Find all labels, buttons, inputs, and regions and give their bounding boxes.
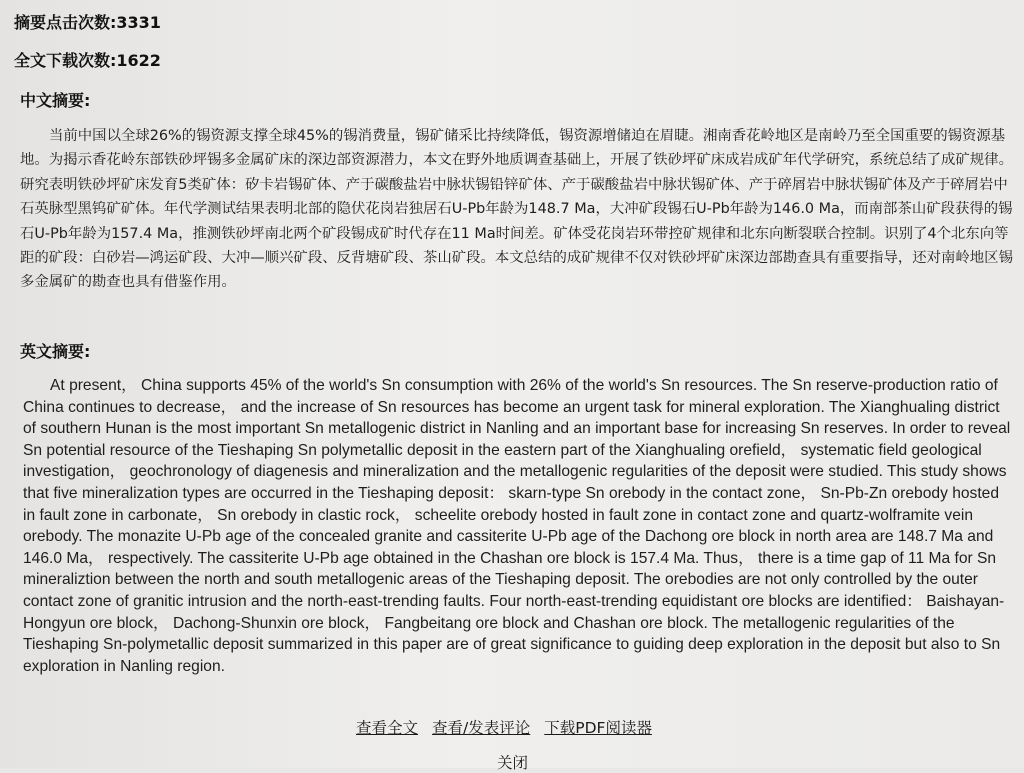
chinese-abstract-text: 当前中国以全球26%的锡资源支撑全球45%的锡消费量，锡矿储采比持续降低，锡资源增储迫在眉睫。湘南香花岭地区是南岭乃至全国重要的锡资源基地。为揭示香花岭东部铁砂坪锡多金属矿床的深边部资源潜力，本文在野外地质调查基础上，开展了铁砂坪矿床成岩成矿年代学研究，系统总结了成矿规律。研究表明铁砂坪矿床发育5类矿体：矽卡岩锡矿体、产于碳酸盐岩中脉状锡铅锌矿体、产于碳酸盐岩中脉状锡矿体、产于碎屑岩中脉状锡矿体及产于碎屑岩中石英脉型黑钨矿矿体。年代学测试结果表明北部的隐伏花岗岩独居石U-Pb年龄为148.7 Ma，大冲矿段锡石U-Pb年龄为146.0 Ma，而南部茶山矿段获得的锡石U-Pb年龄为157.4 Ma，推测铁砂坪南北两个矿段锡成矿时代存在11 Ma时间差。矿体受花岗岩环带控矿规律和北东向断裂联合控制。识别了4个北东向等距的矿段：白砂岩—鸿运矿段、大冲—顺兴矿段、反背塘矿段、茶山矿段。本文总结的成矿规律不仅对铁砂坪矿床深边部勘查具有重要指导，还对南岭地区锡多金属矿的勘查也具有借鉴作用。 [20,128,1013,291]
view-post-comment-link[interactable]: 查看/发表评论 [432,719,531,737]
chinese-abstract-heading: 中文摘要: [20,91,91,110]
action-links [356,716,652,738]
close-button[interactable]: 关闭 [497,754,529,772]
abstract-click-count: 摘要点击次数:3331 [14,13,161,32]
download-pdf-reader-link[interactable]: 下载PDF阅读器 [544,719,652,737]
full-text-download-count: 全文下载次数:1622 [14,51,161,70]
english-abstract-text: At present， China supports 45% of the world's Sn consumption with 26% of the world's Sn resources. The Sn reserve-production ratio of China continues to decrease， and the increase of Sn resources has become an urgent task for mineral exploration. The Xianghualing district of southern Hunan is the most important Sn metallogenic district in Nanling and an important base for increasing Sn reserves. In order to reveal Sn potential resource of the Tieshaping Sn polymetallic deposit in the eastern part of the Xianghualing orefield， systematic field geological investigation， geochronology of diagenesis and mineralization and the metallogenic regularities of the deposit were studied. This study shows that five mineralization types are occurred in the Tieshaping deposit： skarn-type Sn orebody in the contact zone， Sn-Pb-Zn orebody hosted in fault zone in carbonate， Sn orebody in clastic rock， scheelite orebody hosted in fault zone in contact zone and quartz-wolframite vein orebody. The monazite U-Pb age of the concealed granite and cassiterite U-Pb age of the Dachong ore block in north area are 148.7 Ma and 146.0 Ma， respectively. The cassiterite U-Pb age obtained in the Chashan ore block is 157.4 Ma. Thus， there is a time gap of 11 Ma for Sn mineraliztion between the north and south metallogenic areas of the Tieshaping deposit. The orebodies are not only controlled by the outer contact zone of granitic intrusion and the north-east-trending faults. Four north-east-trending equidistant ore blocks are identified： Baishayan-Hongyun ore block， Dachong-Shunxin ore block， Fangbeitang ore block and Chashan ore block. The metallogenic regularities of the Tieshaping Sn-polymetallic deposit summarized in this paper are of great significance to guiding deep exploration in the deposit but also to Sn exploration in Nanling region. [23,377,1011,675]
view-full-text-link[interactable]: 查看全文 [356,719,419,737]
english-abstract-heading: 英文摘要: [20,342,91,361]
